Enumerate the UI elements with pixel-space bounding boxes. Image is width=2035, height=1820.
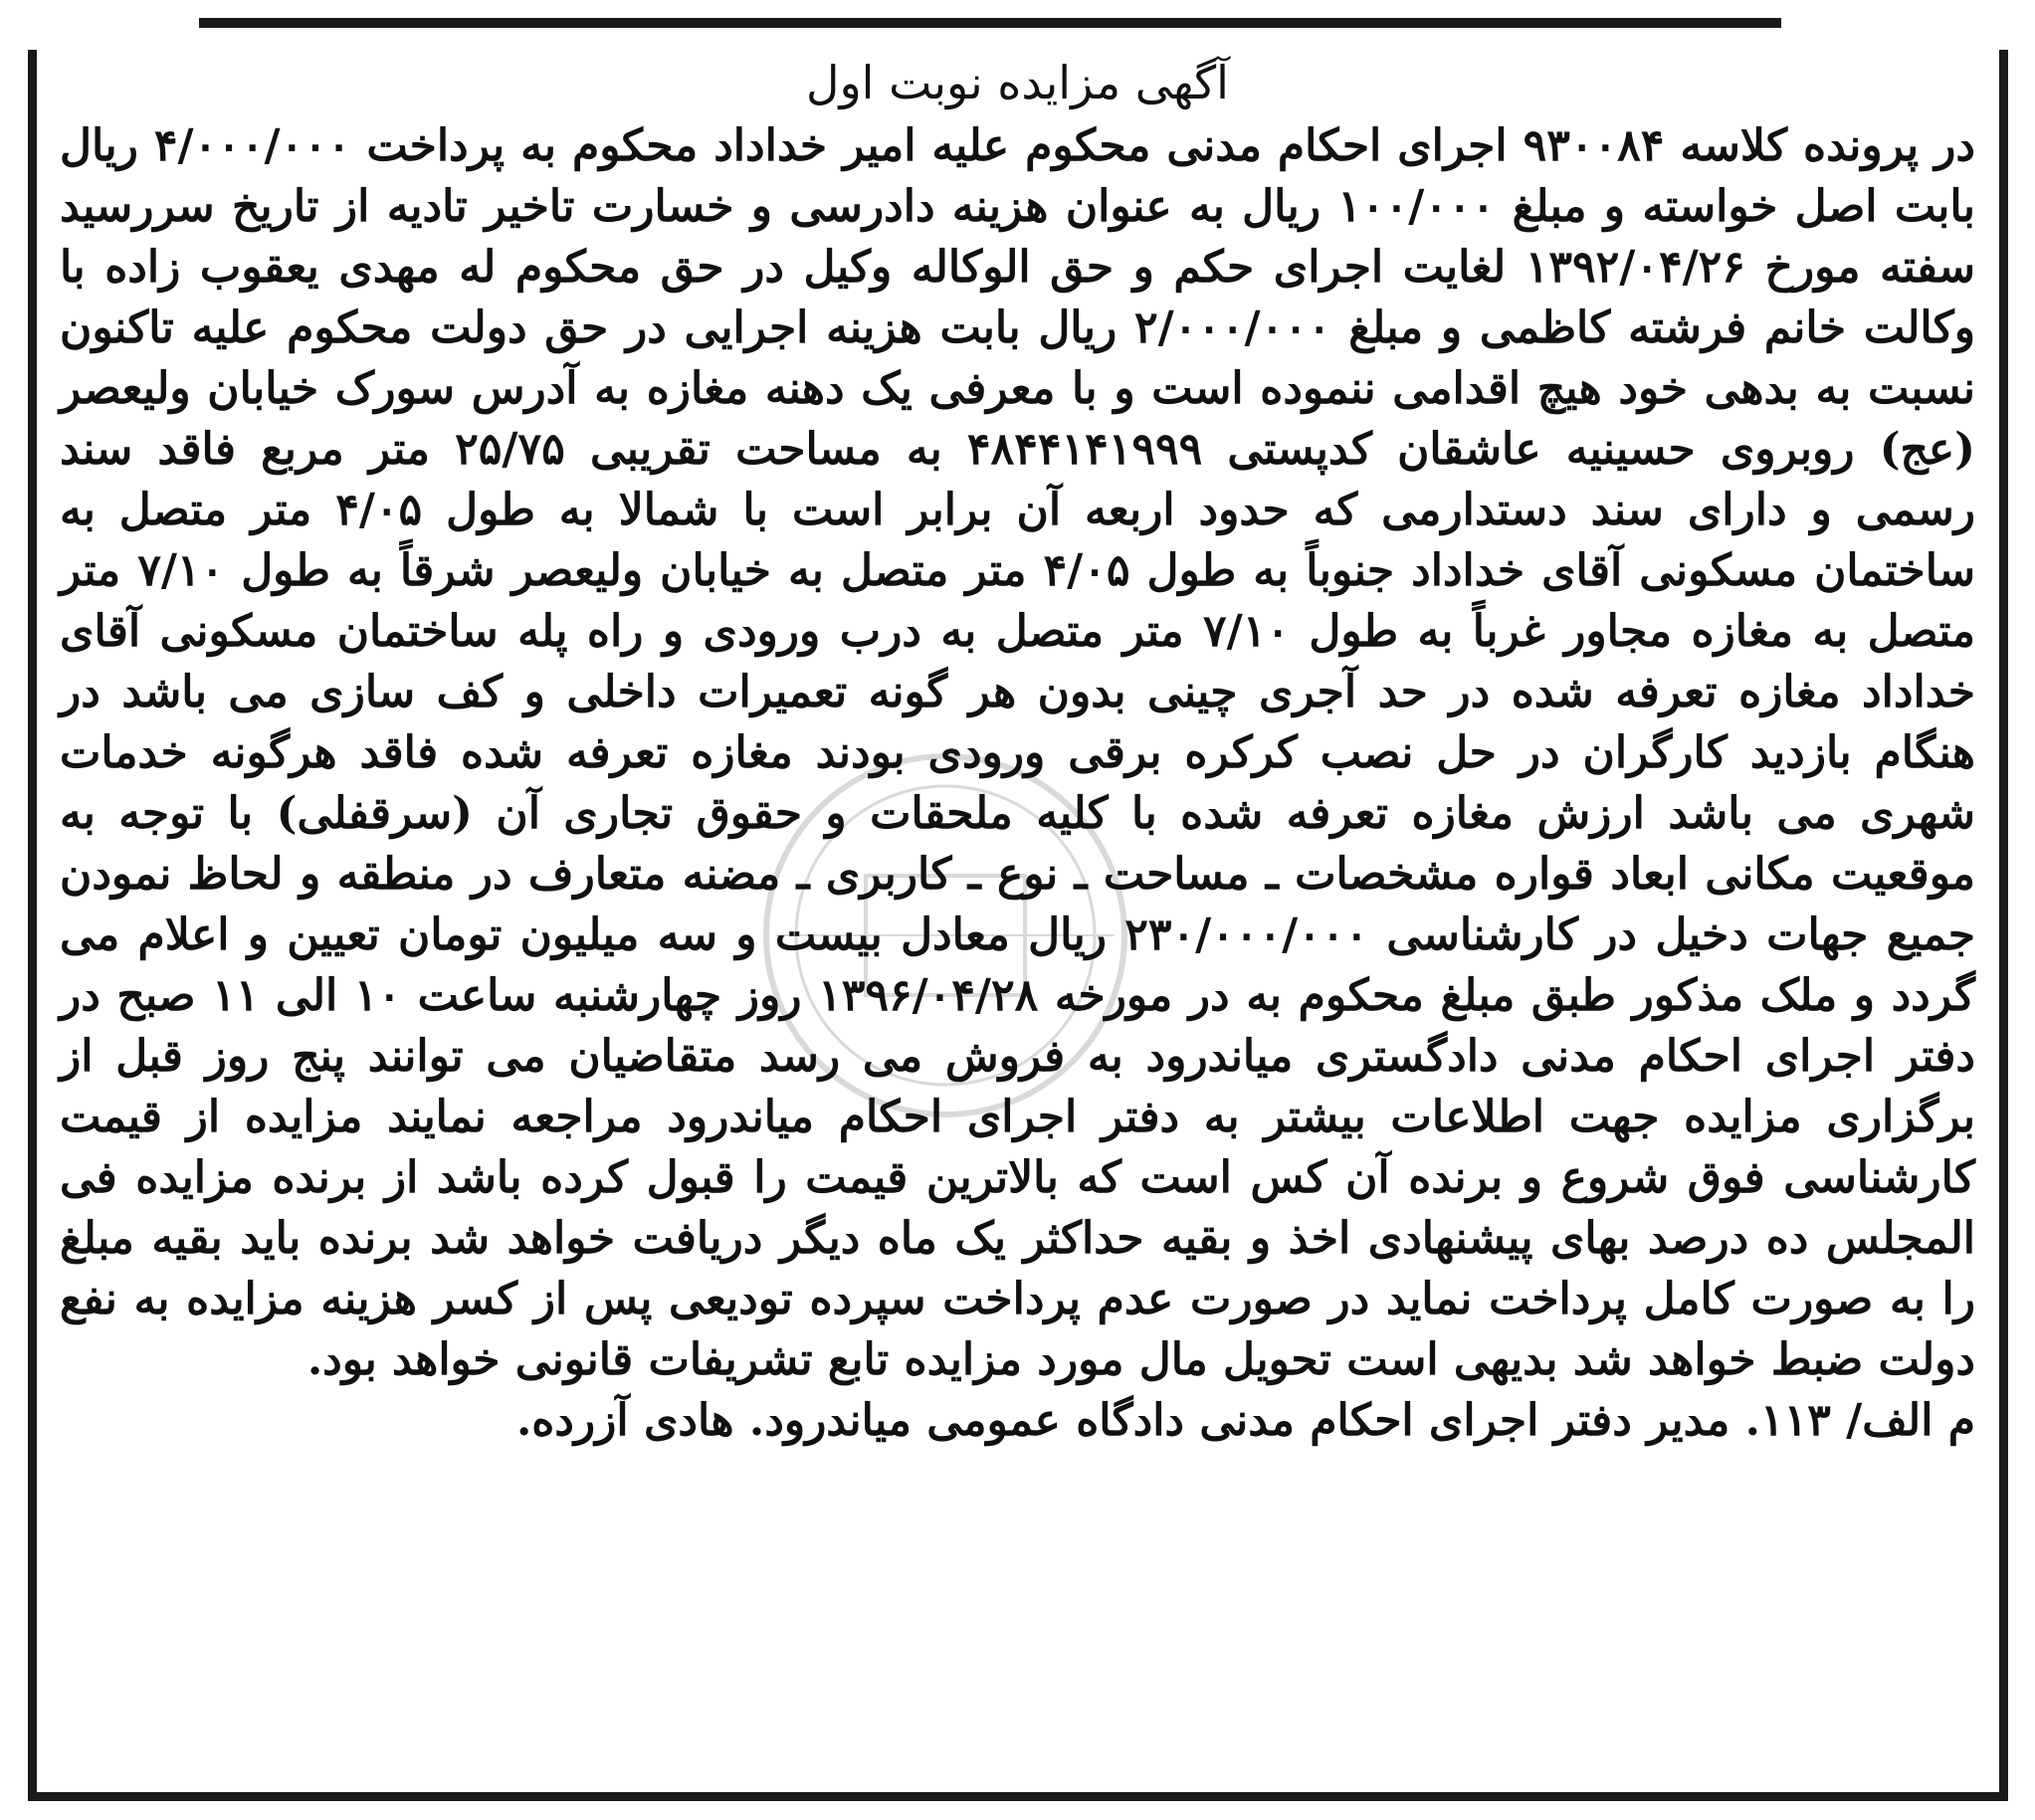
- notice-body: در پرونده کلاسه ۹۳۰۰۸۴ اجرای احکام مدنی محکوم علیه امیر خداداد محکوم به پرداخت ۴/۰۰۰/۰۰۰ ریال بابت اصل خواسته و مبلغ ۱۰۰/۰۰۰ ریال به عنوان هزینه دادرسی و خسارت تاخیر تادیه از تاریخ سررسید سفته مورخ ۱۳۹۲/۰۴/۲۶ لغایت اجرای حکم و حق الوکاله وکیل در حق محکوم له مهدی یعقوب زاده با وکالت خانم فرشته کاظمی و مبلغ ۲/۰۰۰/۰۰۰ ریال بابت هزینه اجرایی در حق دولت محکوم علیه تاکنون نسبت به بدهی خود هیچ اقدامی ننموده است و با معرفی یک دهنه مغازه به آدرس سورک خیابان ولیعصر (عج) روبروی حسینیه عاشقان کدپستی ۴۸۴۴۱۴۱۹۹۹ به مساحت تقریبی ۲۵/۷۵ متر مربع فاقد سند رسمی و دارای سند دستدارمی که حدود اربعه آن برابر است با شمالا به طول ۴/۰۵ متر متصل به ساختمان مسکونی آقای خداداد جنوباً به طول ۴/۰۵ متر متصل به خیابان ولیعصر شرقاً به طول ۷/۱۰ متر متصل به مغازه مجاور غرباً به طول ۷/۱۰ متر متصل به درب ورودی و راه پله ساختمان مسکونی آقای خداداد مغازه تعرفه شده در حد آجری چینی بدون هر گونه تعمیرات داخلی و کف سازی می باشد در هنگام بازدید کارگران در حل نصب کرکره برقی ورودی بودند مغازه تعرفه شده فاقد هرگونه خدمات شهری می باشد ارزش مغازه تعرفه شده با کلیه ملحقات و حقوق تجاری آن (سرقفلی) با توجه به موقعیت مکانی ابعاد قواره مشخصات ـ مساحت ـ نوع ـ کاربری ـ مضنه متعارف در منطقه و لحاظ نمودن جمیع جهات دخیل در کارشناسی ۲۳۰/۰۰۰/۰۰۰ ریال معادل بیست و سه میلیون تومان تعیین و اعلام می گردد و ملک مذکور طبق مبلغ محکوم به در مورخه ۱۳۹۶/۰۴/۲۸ روز چهارشنبه ساعت ۱۰ الی ۱۱ صبح در دفتر اجرای احکام مدنی دادگستری میاندرود به فروش می رسد متقاضیان می توانند پنج روز قبل از برگزاری مزایده جهت اطلاعات بیشتر به دفتر اجرای احکام میاندرود مراجعه نمایند مزایده از قیمت کارشناسی فوق شروع و برنده آن کس است که بالاترین قیمت را قبول کرده باشد از برنده مزایده فی المجلس ده درصد بهای پیشنهادی اخذ و بقیه حداکثر یک ماه دیگر دریافت خواهد شد برنده باید بقیه مبلغ را به صورت کامل پرداخت نماید در صورت عدم پرداخت سپرده تودیعی پس از کسر هزینه مزایده به نفع دولت ضبط خواهد شد بدیهی است تحویل مال مورد مزایده تابع تشریفات قانونی خواهد بود.: [60, 120, 1976, 1385]
- notice-signature: م الف/ ۱۱۳. مدیر دفتر اجرای احکام مدنی دادگاه عمومی میاندرود. هادی آزرده.: [515, 1395, 1975, 1446]
- notice-content: [60, 52, 1975, 1451]
- top-rule: [199, 18, 1781, 28]
- notice-title: آگهی مزایده نوبت اول: [806, 56, 1229, 109]
